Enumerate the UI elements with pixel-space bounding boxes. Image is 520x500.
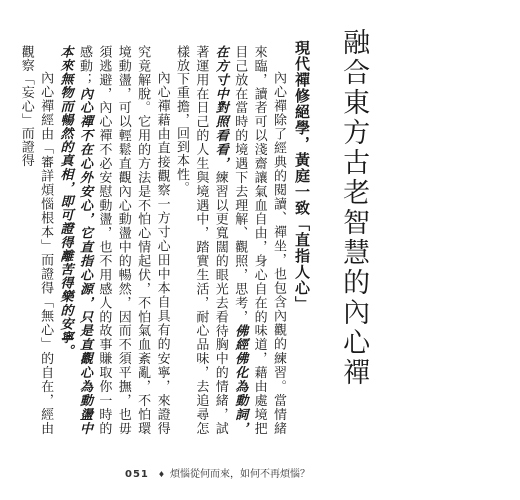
chapter-title: 融合東方古老智慧的內心禪 xyxy=(338,28,370,388)
body-text xyxy=(18,45,288,435)
paragraph-2-text: 內心禪藉由直接觀察一方寸心田中本自具有的安寧，來證得究竟解脫。它用的方法是不怕心情起伏，不怕氣血紊亂，不怕環境動盪，可以輕鬆直觀內心動盪中的暢然，因而不須平撫，也毋須逃避，內心禪不必安慰動盪，也不用感人的故事賺取你一時的感動； xyxy=(76,45,170,435)
paragraph-1-text: 內心禪除了經典的閱讀、禪坐，也包含內觀的練習。當情緒來臨，讀者可以淺齋讓氣血自由，身心自在的味道，藉由處境把目己放在當時的境遇下去理解、觀照，思考， xyxy=(232,45,286,435)
paragraph-2-emphasis: 內心禪不在心外安心，它直指心源，只是直觀心為動盪中本來無物而暢然的真相，即可證得離苦得樂的安寧。 xyxy=(57,45,92,435)
page-number: 051 xyxy=(125,469,149,480)
paragraph-3 xyxy=(16,45,55,435)
paragraph-3-text: 內心禪經由「審詳煩惱根本」而證得「無心」的自在，經由觀察「妄心」而證得 xyxy=(18,45,54,435)
paragraph-1-end: 練習以更寬闊的眼光去看待胸中的情緒，試著運用在日己的人生與境遇中，踏實生活，耐心品味，去追尋怎樣放下重擔，回到本性。 xyxy=(173,45,228,435)
page-footer xyxy=(125,465,310,480)
running-title: 煩惱從何而來，如何不再煩惱？ xyxy=(170,469,311,480)
paragraph-2 xyxy=(55,45,171,435)
paragraph-1 xyxy=(172,45,288,435)
section-subtitle: 現代禪修絕學，黃庭一致「直指人心」 xyxy=(293,40,311,312)
footer-separator: ♦ xyxy=(157,470,166,479)
paragraph-1-emphasis: 佛經佛化為動詞，在方寸中對照看看， xyxy=(212,45,248,435)
